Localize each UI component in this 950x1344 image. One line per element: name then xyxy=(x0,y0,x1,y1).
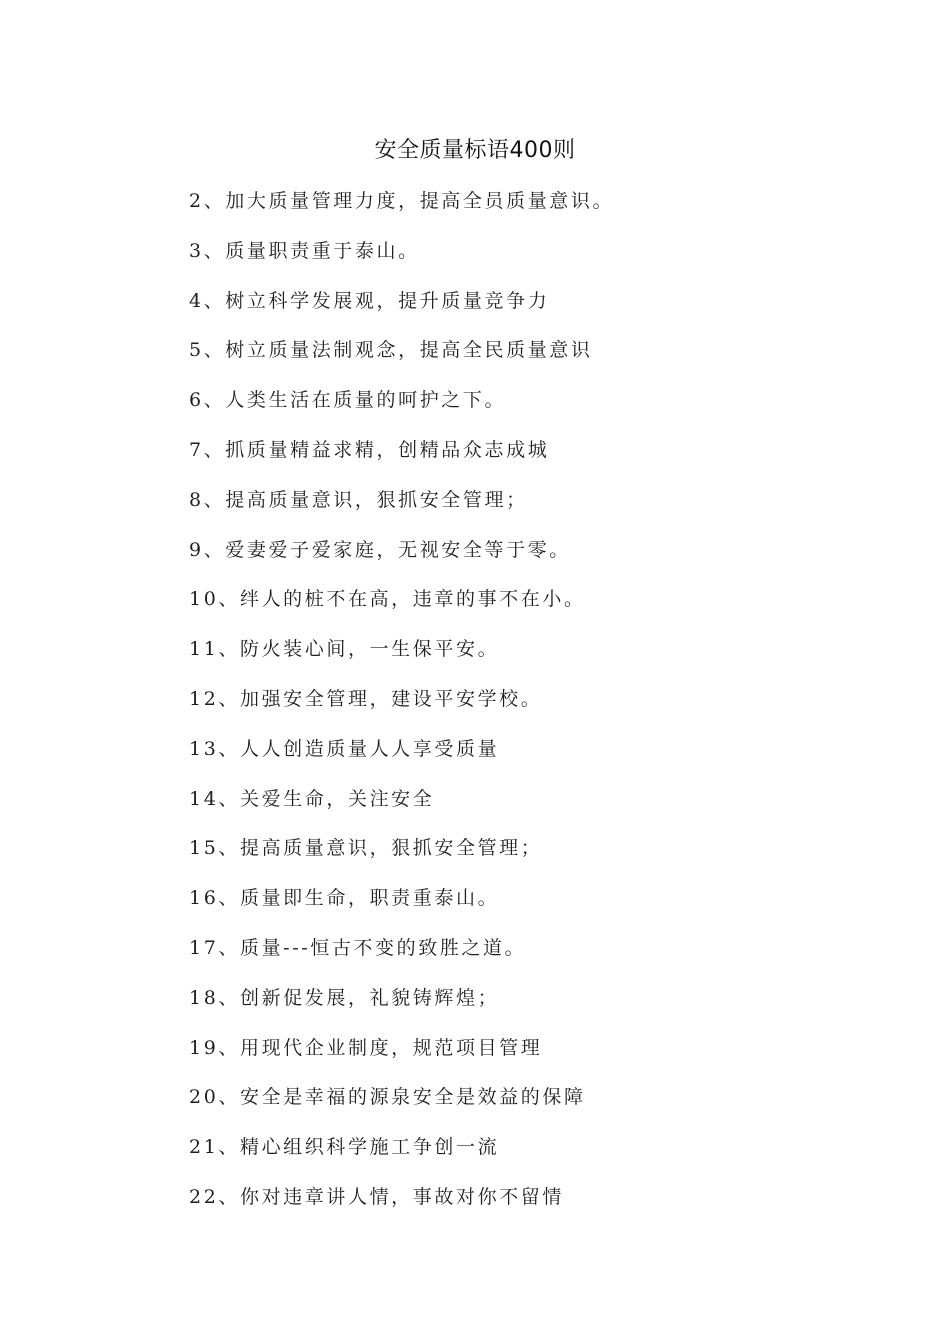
slogan-item: 16、质量即生命，职责重泰山。 xyxy=(189,887,500,910)
slogan-item: 6、人类生活在质量的呵护之下。 xyxy=(189,389,507,412)
slogan-item: 7、抓质量精益求精，创精品众志成城 xyxy=(189,438,550,461)
slogan-item: 4、树立科学发展观，提升质量竞争力 xyxy=(189,289,550,312)
slogan-item: 20、安全是幸福的源泉安全是效益的保障 xyxy=(189,1086,586,1109)
slogan-item: 11、防火装心间，一生保平安。 xyxy=(189,638,500,661)
slogan-item: 3、质量职责重于泰山。 xyxy=(189,239,420,262)
slogan-item: 21、精心组织科学施工争创一流 xyxy=(189,1136,500,1159)
slogan-item: 9、爱妻爱子爱家庭，无视安全等于零。 xyxy=(189,538,571,561)
slogan-item: 13、人人创造质量人人享受质量 xyxy=(189,737,500,760)
slogan-item: 19、用现代企业制度，规范项目管理 xyxy=(189,1036,543,1059)
slogan-item: 18、创新促发展，礼貌铸辉煌； xyxy=(189,986,500,1009)
slogan-item: 12、加强安全管理，建设平安学校。 xyxy=(189,687,543,710)
slogan-list xyxy=(189,185,889,1231)
document-title: 安全质量标语400则 xyxy=(374,138,576,163)
slogan-item: 14、关爱生命，关注安全 xyxy=(189,787,435,810)
slogan-item: 10、绊人的桩不在高，违章的事不在小。 xyxy=(189,588,586,611)
slogan-item: 2、加大质量管理力度，提高全员质量意识。 xyxy=(189,190,615,212)
slogan-item: 17、质量---恒古不变的致胜之道。 xyxy=(189,936,527,959)
slogan-item: 22、你对违章讲人情，事故对你不留情 xyxy=(189,1185,564,1208)
slogan-item: 8、提高质量意识，狠抓安全管理； xyxy=(189,488,528,511)
slogan-item: 15、提高质量意识，狠抓安全管理； xyxy=(189,837,543,860)
slogan-item: 5、树立质量法制观念，提高全民质量意识 xyxy=(189,339,593,362)
